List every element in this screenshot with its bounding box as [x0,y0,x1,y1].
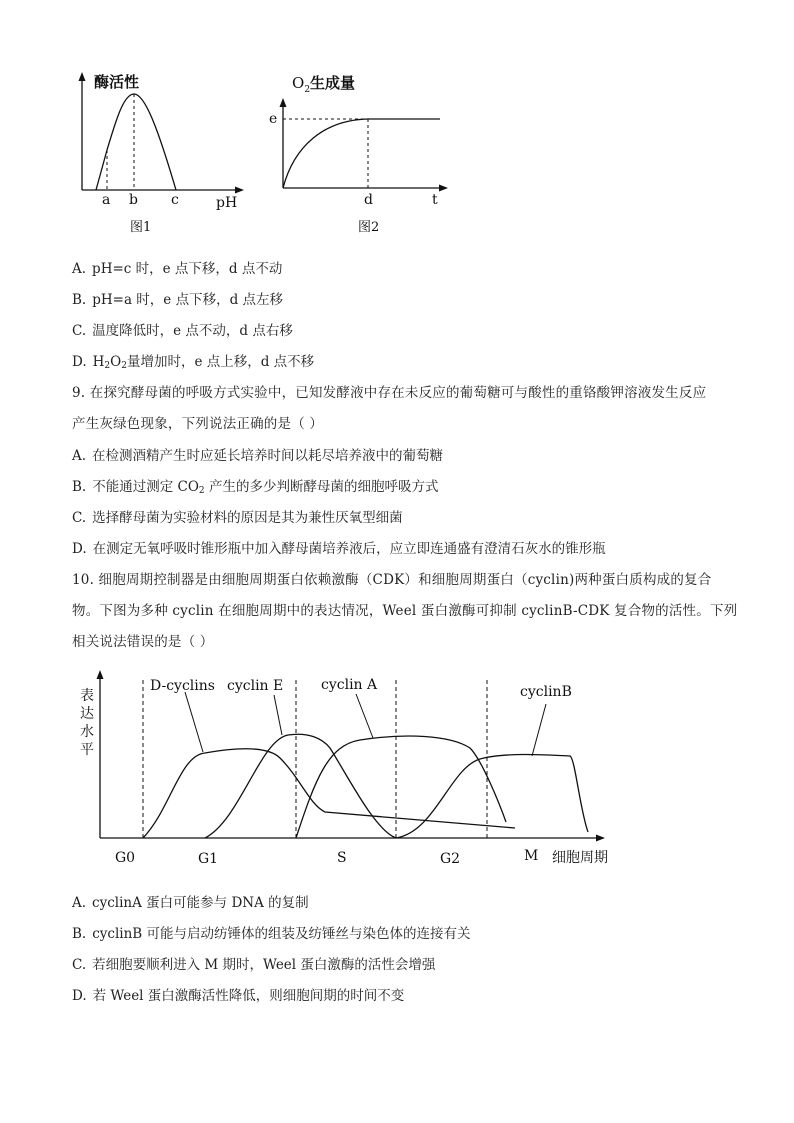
fig1-tick-a: a [102,192,111,208]
q8-option-b[interactable]: B. pH=a 时，e 点下移，d 点左移 [72,292,283,308]
q10-stem-line-3: 相关说法错误的是（ ） [72,634,214,650]
fig1-xlabel: pH [216,195,238,211]
fig2-x-arrow [439,185,448,192]
fig3-label-cyclin-b: cyclinB [520,684,572,700]
fig2-t-label: t [432,192,438,208]
fig3-label-d-cyclins: D-cyclins [150,678,215,694]
fig3-ylabel-4: 平 [80,742,94,758]
fig3-phase-g0: G0 [115,850,136,866]
fig3-phase-s: S [337,850,347,866]
fig1-tick-c: c [171,192,179,208]
fig1-tick-b: b [129,192,138,208]
fig3-ylabel-1: 表 [80,688,94,704]
fig3-label-cyclin-e: cyclin E [227,678,284,694]
q8-option-d[interactable]: D. $H_2O_2$量增加时，e 点上移，d 点不移 [72,354,315,371]
fig3-label-cyclin-a: cyclin A [321,677,378,693]
fig3-x-arrow [596,835,605,842]
fig2-d-label: d [364,192,373,208]
q9-option-a[interactable]: A. 在检测酒精产生时应延长培养时间以耗尽培养液中的葡萄糖 [72,448,444,464]
q9-option-c[interactable]: C. 选择酵母菌为实验材料的原因是其为兼性厌氧型细菌 [72,510,403,526]
q10-option-b[interactable]: B. cyclinB 可能与启动纺锤体的组装及纺锤丝与染色体的连接有关 [72,926,471,942]
fig3-phase-m: M [524,848,539,864]
fig2-caption: 图2 [358,220,380,235]
fig3-curve-cyclin-a [296,736,506,838]
q9-stem-line-1: 9. 在探究酵母菌的呼吸方式实验中，已知发酵液中存在未反应的葡萄糖可与酸性的重铬酸钾溶液发生反应 [72,385,707,401]
fig3-phase-g2: G2 [440,851,461,867]
fig2-e-label: e [269,111,278,127]
q9-option-b[interactable]: B. 不能通过测定 $CO_2$ 产生的多少判断酵母菌的细胞呼吸方式 [72,479,439,496]
fig2-ylabel: $O_2$生成量 [292,74,356,95]
fig3-leader-cyclin-e [274,695,282,735]
fig3-ylabel-2: 达 [80,706,94,722]
q8-option-c[interactable]: C. 温度降低时，e 点不动，d 点右移 [72,323,293,339]
q10-option-c[interactable]: C. 若细胞要顺利进入 M 期时，Weel 蛋白激酶的活性会增强 [72,957,436,973]
fig3-xlabel: 细胞周期 [552,850,608,866]
q10-option-d[interactable]: D. 若 Weel 蛋白激酶活性降低，则细胞间期的时间不变 [72,988,405,1004]
q10-stem-line-2: 物。下图为多种 cyclin 在细胞周期中的表达情况，Weel 蛋白激酶可抑制 cyclinB-CDK 复合物的活性。下列 [72,603,738,619]
fig3-leader-cyclin-b [532,704,546,756]
fig3-ylabel-3: 水 [80,724,94,740]
figure-1-enzyme-activity-ph [60,64,260,244]
fig1-activity-curve [96,94,176,190]
q9-option-d[interactable]: D. 在测定无氧呼吸时锥形瓶中加入酵母菌培养液后，应立即连通盛有澄清石灰水的锥形瓶 [72,541,606,557]
fig3-leader-cyclin-a [356,694,373,738]
figure-2-o2-production [264,64,464,244]
fig1-y-arrow [79,72,86,81]
q10-stem-line-1: 10. 细胞周期控制器是由细胞周期蛋白依赖激酶（CDK）和细胞周期蛋白（cyclin)两种蛋白质构成的复合 [72,572,712,588]
q10-option-a[interactable]: A. cyclinA 蛋白可能参与 DNA 的复制 [72,895,309,911]
fig1-x-arrow [235,187,244,194]
fig1-caption: 图1 [130,220,152,235]
q9-stem-line-2: 产生灰绿色现象，下列说法正确的是（ ） [72,416,324,432]
fig3-leader-d-cyclins [185,692,203,752]
fig2-o2-curve [283,119,440,188]
fig1-ylabel: 酶活性 [94,73,140,91]
fig3-curve-d-cyclins [143,749,515,838]
fig3-phase-g1: G1 [198,851,219,867]
fig2-y-arrow [280,98,287,107]
q8-option-a[interactable]: A. pH=c 时，e 点下移，d 点不动 [72,261,283,277]
figure-3-cyclin-expression [60,660,630,875]
fig3-y-arrow [97,670,104,679]
